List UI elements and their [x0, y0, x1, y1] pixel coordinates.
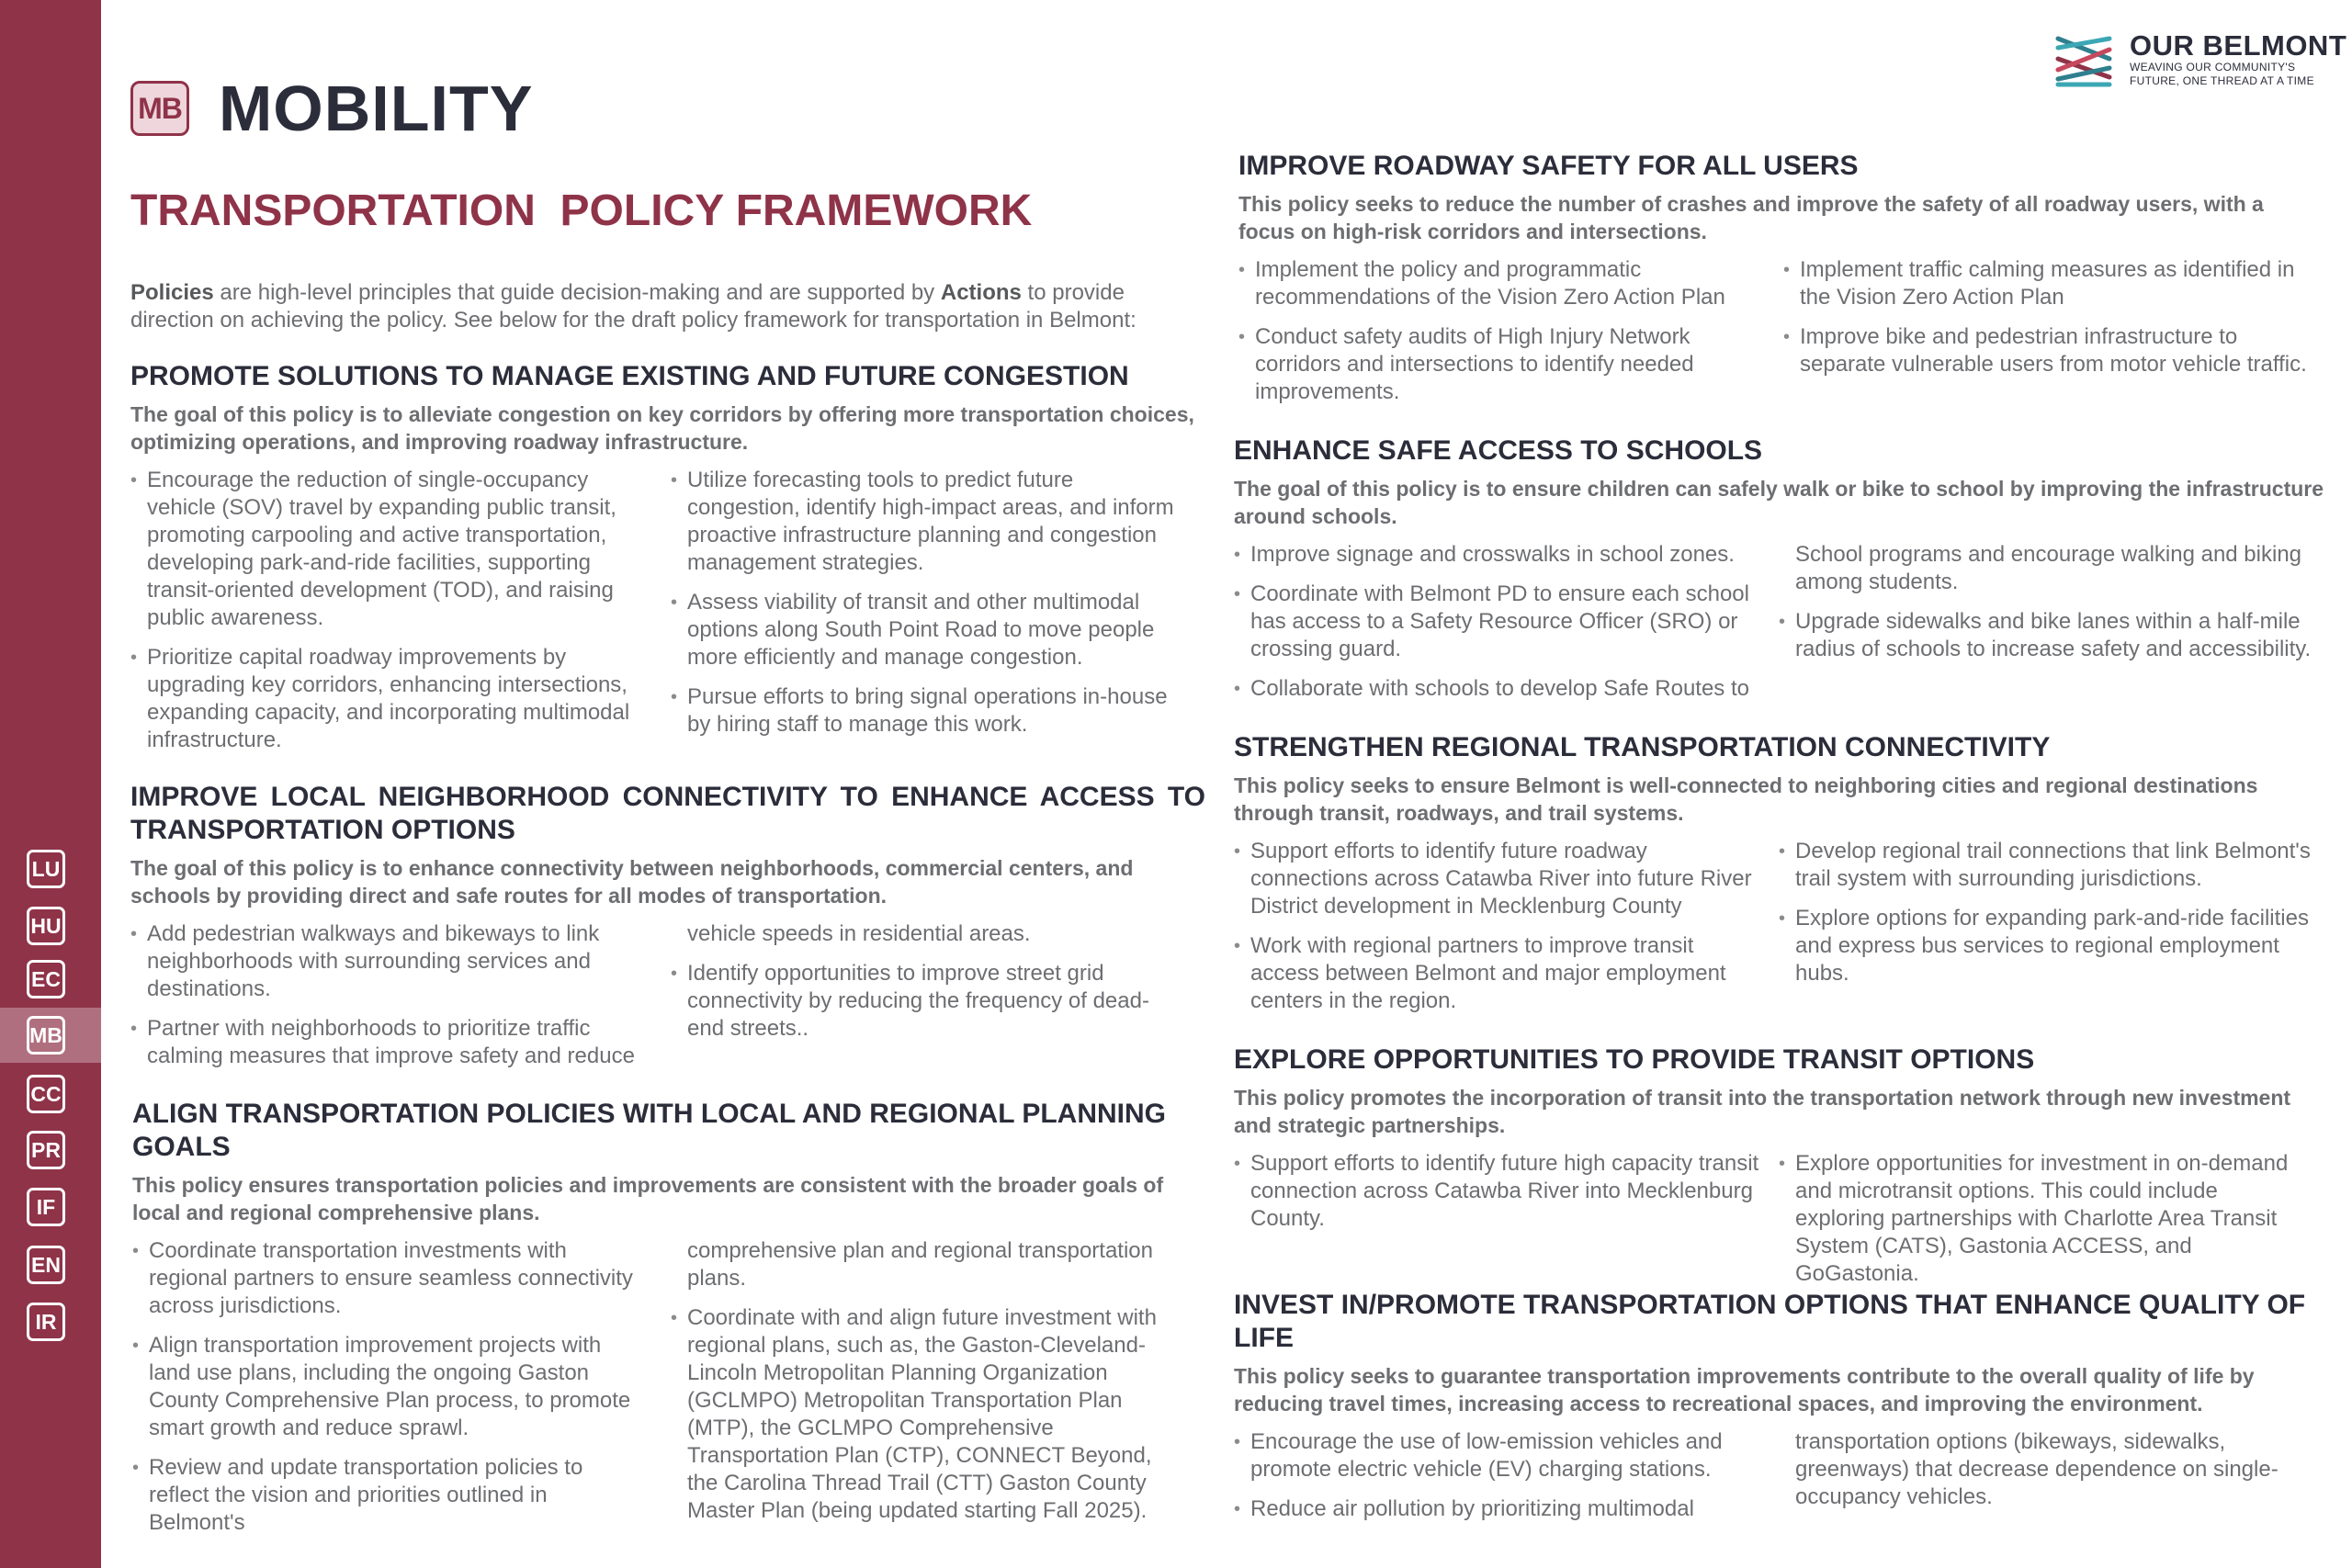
- action-item: • Coordinate with and align future investment with regional plans, such as, the Gaston-Cleveland-Lincoln Metropolitan Planning Organization (GCLMPO) Metropolitan Transportation Plan (MTP), the GCLMPO Comprehensive Transportation Plan (CTP), CONNECT Beyond, the Carolina Thread Trail (CTT) Gaston County Master Plan (being updated starting Fall 2025).: [671, 1304, 1185, 1525]
- action-item: • Conduct safety audits of High Injury Network corridors and intersections to identify needed improvements.: [1238, 323, 1758, 406]
- woven-thread-logo-icon: [2054, 31, 2113, 88]
- tab-ir[interactable]: IR: [27, 1303, 65, 1341]
- tab-cc[interactable]: CC: [27, 1075, 65, 1113]
- framework-title: TRANSPORTATION POLICY FRAMEWORK: [130, 186, 1033, 235]
- action-item: • Support efforts to identify future high capacity transit connection across Catawba River into Mecklenburg County.: [1234, 1150, 1762, 1233]
- policy-title: PROMOTE SOLUTIONS TO MANAGE EXISTING AND FUTURE CONGESTION: [130, 361, 1129, 391]
- intro-paragraph: Policies are high-level principles that guide decision-making and are supported by Actions to provide direction on achieving the policy. See below for the draft policy framework for transportation in Belmont:: [130, 280, 1136, 333]
- policy-goal: This policy seeks to reduce the number of crashes and improve the safety of all roadway users, with a focus on high-risk corridors and intersections.: [1238, 192, 2264, 243]
- policy-goal: This policy promotes the incorporation of transit into the transportation network through new investment and strategic partnerships.: [1234, 1086, 2291, 1137]
- action-item: • Partner with neighborhoods to prioritize traffic calming measures that improve safety and reduce: [130, 1015, 645, 1070]
- tab-lu[interactable]: LU: [27, 850, 65, 888]
- policy-goal: The goal of this policy is to alleviate congestion on key corridors by offering more transportation choices, optimizing operations, and improving roadway infrastructure.: [130, 402, 1194, 454]
- logo-tagline: WEAVING OUR COMMUNITY'S FUTURE, ONE THREAD AT A TIME: [2130, 61, 2314, 87]
- page-title: MOBILITY: [219, 73, 534, 144]
- action-item: • Assess viability of transit and other multimodal options along South Point Road to move people more efficiently and manage congestion.: [671, 589, 1185, 671]
- sidebar: [0, 0, 101, 1568]
- action-item: • Coordinate transportation investments with regional partners to ensure seamless connectivity across jurisdictions.: [132, 1237, 647, 1320]
- action-item: • Pursue efforts to bring signal operations in-house by hiring staff to manage this work.: [671, 683, 1185, 739]
- tab-ec[interactable]: EC: [27, 960, 65, 998]
- policy-schools: [1234, 434, 2327, 715]
- action-item: • Identify opportunities to improve street grid connectivity by reducing the frequency of dead-end streets..: [671, 960, 1185, 1043]
- policy-title: IMPROVE ROADWAY SAFETY FOR ALL USERS: [1238, 151, 1859, 181]
- policy-title: ENHANCE SAFE ACCESS TO SCHOOLS: [1234, 435, 1763, 466]
- our-belmont-logo: [2054, 29, 2347, 94]
- policy-transit: [1234, 1043, 2327, 1300]
- action-item-continued: vehicle speeds in residential areas.: [687, 921, 1031, 946]
- action-item: • Review and update transportation policies to reflect the vision and priorities outlined in Belmont's: [132, 1454, 647, 1537]
- action-item: • Develop regional trail connections that link Belmont's trail system with surrounding jurisdictions.: [1779, 838, 2321, 893]
- action-item: • Utilize forecasting tools to predict future congestion, identify high-impact areas, and inform proactive infrastructure planning and congestion management strategies.: [671, 467, 1185, 577]
- action-item: • Improve signage and crosswalks in school zones.: [1234, 541, 1762, 569]
- tab-pr[interactable]: PR: [27, 1131, 65, 1169]
- section-badge: MB: [130, 81, 189, 136]
- policy-goal: The goal of this policy is to enhance connectivity between neighborhoods, commercial centers, and schools by providing direct and safe routes for all modes of transportation.: [130, 856, 1134, 908]
- logo-name: OUR BELMONT: [2130, 29, 2347, 62]
- action-item: • Work with regional partners to improve transit access between Belmont and major employment centers in the region.: [1234, 932, 1762, 1015]
- policy-congestion: [130, 360, 1215, 766]
- policy-safety: [1238, 150, 2323, 418]
- policy-goal: This policy seeks to ensure Belmont is well-connected to neighboring cities and regional destinations through transit, roadways, and trail systems.: [1234, 773, 2258, 825]
- policy-goal: This policy seeks to guarantee transportation improvements contribute to the overall quality of life by reducing travel times, increasing access to recreational spaces, and improving the environment.: [1234, 1364, 2255, 1416]
- action-item: • Improve bike and pedestrian infrastructure to separate vulnerable users from motor vehicle traffic.: [1783, 323, 2316, 378]
- action-item: • Implement the policy and programmatic recommendations of the Vision Zero Action Plan: [1238, 256, 1758, 311]
- policy-title: INVEST IN/PROMOTE TRANSPORTATION OPTIONS THAT ENHANCE QUALITY OF LIFE: [1234, 1290, 2306, 1353]
- tab-mb[interactable]: MB: [27, 1016, 65, 1055]
- action-item: • Support efforts to identify future roadway connections across Catawba River into future River District development in Mecklenburg County: [1234, 838, 1762, 920]
- policy-planning: [132, 1098, 1216, 1549]
- policy-goal: The goal of this policy is to ensure children can safely walk or bike to school by improving the infrastructure around schools.: [1234, 477, 2324, 528]
- policy-title: EXPLORE OPPORTUNITIES TO PROVIDE TRANSIT OPTIONS: [1234, 1044, 2035, 1075]
- policy-neighborhood: [130, 781, 1205, 1082]
- action-item-continued: transportation options (bikeways, sidewalks, greenways) that decrease dependence on single-occupancy vehicles.: [1795, 1429, 2278, 1509]
- action-item: • Prioritize capital roadway improvements by upgrading key corridors, enhancing intersections, expanding capacity, and incorporating multimodal infrastructure.: [130, 644, 645, 754]
- tab-hu[interactable]: HU: [27, 907, 65, 945]
- action-item: • Encourage the use of low-emission vehicles and promote electric vehicle (EV) charging stations.: [1234, 1428, 1762, 1483]
- action-item: • Align transportation improvement projects with land use plans, including the ongoing Gaston County Comprehensive Plan process, to promote smart growth and reduce sprawl.: [132, 1332, 647, 1442]
- policy-title: ALIGN TRANSPORTATION POLICIES WITH LOCAL AND REGIONAL PLANNING GOALS: [132, 1099, 1166, 1162]
- policy-title: IMPROVE LOCAL NEIGHBORHOOD CONNECTIVITY TO ENHANCE ACCESS TO TRANSPORTATION OPTIONS: [130, 782, 1205, 845]
- action-item: • Explore options for expanding park-and-ride facilities and express bus services to regional employment hubs.: [1779, 905, 2321, 987]
- action-item: • Upgrade sidewalks and bike lanes within a half-mile radius of schools to increase safety and accessibility.: [1779, 608, 2312, 663]
- tab-en[interactable]: EN: [27, 1246, 65, 1284]
- action-item-continued: comprehensive plan and regional transportation plans.: [687, 1238, 1153, 1291]
- action-item: • Implement traffic calming measures as identified in the Vision Zero Action Plan: [1783, 256, 2316, 311]
- tab-if[interactable]: IF: [27, 1188, 65, 1226]
- action-item-continued: School programs and encourage walking and biking among students.: [1795, 542, 2302, 594]
- action-item: • Reduce air pollution by prioritizing multimodal: [1234, 1495, 1762, 1523]
- action-item: • Explore opportunities for investment in on-demand and microtransit options. This could include exploring partnerships with Charlotte Area Transit System (CATS), Gastonia ACCESS, and GoGastonia.: [1779, 1150, 2312, 1288]
- policy-title: STRENGTHEN REGIONAL TRANSPORTATION CONNECTIVITY: [1234, 732, 2051, 762]
- action-item: • Add pedestrian walkways and bikeways to link neighborhoods with surrounding services and destinations.: [130, 920, 645, 1003]
- policy-goal: This policy ensures transportation policies and improvements are consistent with the broader goals of local and regional comprehensive plans.: [132, 1173, 1164, 1224]
- action-item: • Encourage the reduction of single-occupancy vehicle (SOV) travel by expanding public transit, promoting carpooling and active transportation, developing park-and-ride facilities, supporting transit-oriented development (TOD), and raising public awareness.: [130, 467, 645, 632]
- policy-quality: [1234, 1289, 2327, 1535]
- policy-regional: [1234, 731, 2327, 1027]
- action-item: • Collaborate with schools to develop Safe Routes to: [1234, 675, 1762, 703]
- action-item: • Coordinate with Belmont PD to ensure each school has access to a Safety Resource Officer (SRO) or crossing guard.: [1234, 581, 1762, 663]
